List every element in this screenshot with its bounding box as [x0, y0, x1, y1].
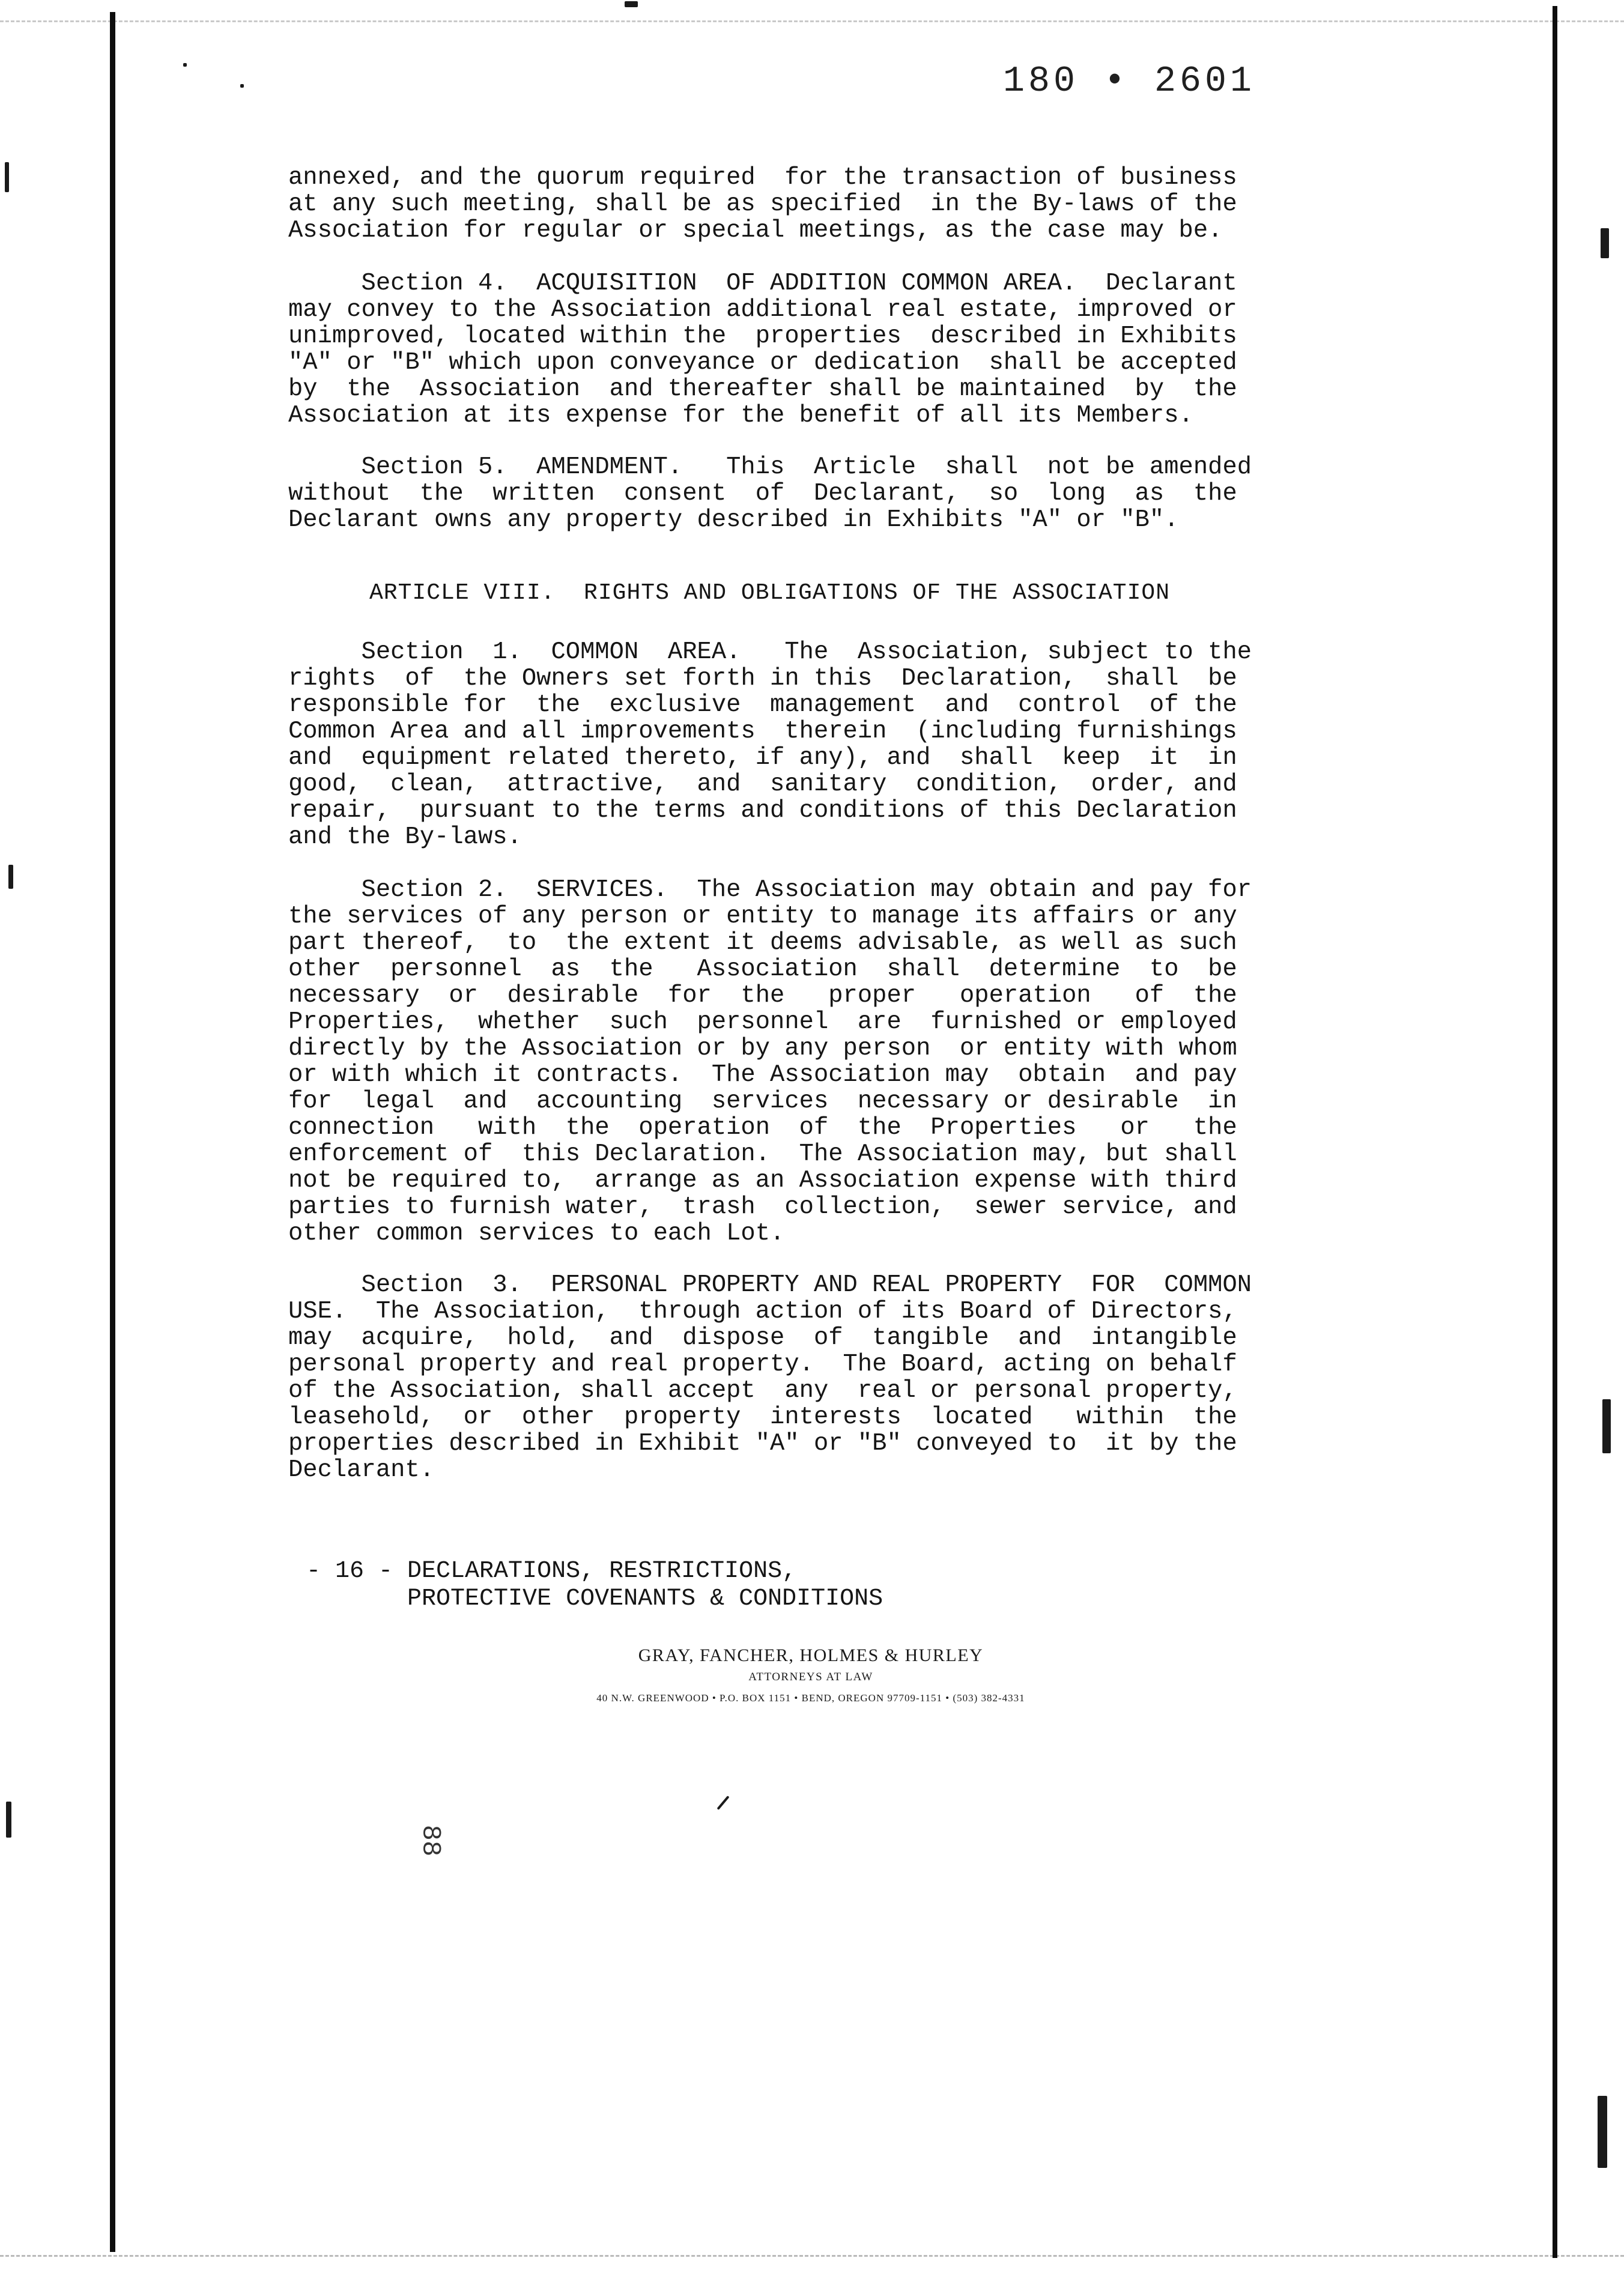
scan-top-edge: [0, 0, 1624, 22]
scan-speck: [240, 84, 244, 88]
section-2-services: Section 2. SERVICES. The Association may obtain and pay for the services of any person or entity to manage its affairs or any part thereof, to the extent it deems advisable, as well as such other personnel as the Association shall determine to be necessary or desirable for the proper operation of the Properties, whether such personnel are furnished or employed directly by the Association or by any person or entity with whom or with which it contracts. The Association may obtain and pay for legal and accounting services necessary or desirable in connection with the operation of the Properties or the enforcement of this Declaration. The Association may, but shall not be required to, arrange as an Association expense with third parties to furnish water, trash collection, sewer service, and other common services to each Lot.: [288, 876, 1252, 1247]
margin-mark: 88: [415, 1824, 446, 1857]
scan-speck: [1602, 1399, 1611, 1453]
scan-speck: [5, 162, 9, 192]
right-margin-line: [1553, 6, 1557, 2258]
section-1-common-area: Section 1. COMMON AREA. The Association, subject to the rights of the Owners set forth in this Declaration, shall be responsible for the exclusive management and control of the Common Area and all improvements therein (including furnishings and equipment related thereto, if any), and shall keep it in good, clean, attractive, and sanitary condition, order, and repair, pursuant to the terms and conditions of this Declaration and the By-laws.: [288, 638, 1252, 851]
scan-bottom-edge: [0, 2255, 1624, 2257]
scan-speck: [8, 865, 13, 889]
page-number: 180 • 2601: [1003, 61, 1256, 102]
scan-speck: [1598, 2096, 1607, 2168]
page-footer-label: - 16 - DECLARATIONS, RESTRICTIONS, PROTECTIVE COVENANTS & CONDITIONS: [306, 1558, 883, 1612]
section-4-acquisition: Section 4. ACQUISITION OF ADDITION COMMON AREA. Declarant may convey to the Association additional real estate, improved or unimproved, located within the properties described in Exhibits "A" or "B" which upon conveyance or dedication shall be accepted by the Association and thereafter shall be maintained by the Association at its expense for the benefit of all its Members.: [288, 270, 1237, 429]
law-firm-letterhead: [480, 1645, 1141, 1704]
scan-speck: [625, 1, 638, 7]
section-3-personal-property: Section 3. PERSONAL PROPERTY AND REAL PROPERTY FOR COMMON USE. The Association, through action of its Board of Directors, may acquire, hold, and dispose of tangible and intangible personal property and real property. The Board, acting on behalf of the Association, shall accept any real or personal property, leasehold, or other property interests located within the properties described in Exhibit "A" or "B" conveyed to it by the Declarant.: [288, 1271, 1252, 1484]
firm-address: 40 N.W. GREENWOOD • P.O. BOX 1151 • BEND, OREGON 97709-1151 • (503) 382-4331: [596, 1692, 1025, 1704]
paragraph-continuation: annexed, and the quorum required for the transaction of business at any such meeting, shall be as specified in the By-laws of the Association for regular or special meetings, as the case may be.: [288, 164, 1237, 244]
section-5-amendment: Section 5. AMENDMENT. This Article shall not be amended without the written consent of Declarant, so long as the Declarant owns any property described in Exhibits "A" or "B".: [288, 453, 1252, 534]
scan-speck: [183, 63, 187, 67]
article-heading: ARTICLE VIII. RIGHTS AND OBLIGATIONS OF THE ASSOCIATION: [369, 580, 1171, 606]
scan-speck: [6, 1802, 11, 1838]
scan-speck: [717, 1796, 729, 1810]
left-margin-line: [110, 12, 115, 2252]
firm-name: GRAY, FANCHER, HOLMES & HURLEY: [638, 1645, 984, 1665]
scan-speck: [1601, 228, 1609, 258]
firm-subtitle: ATTORNEYS AT LAW: [748, 1671, 873, 1683]
